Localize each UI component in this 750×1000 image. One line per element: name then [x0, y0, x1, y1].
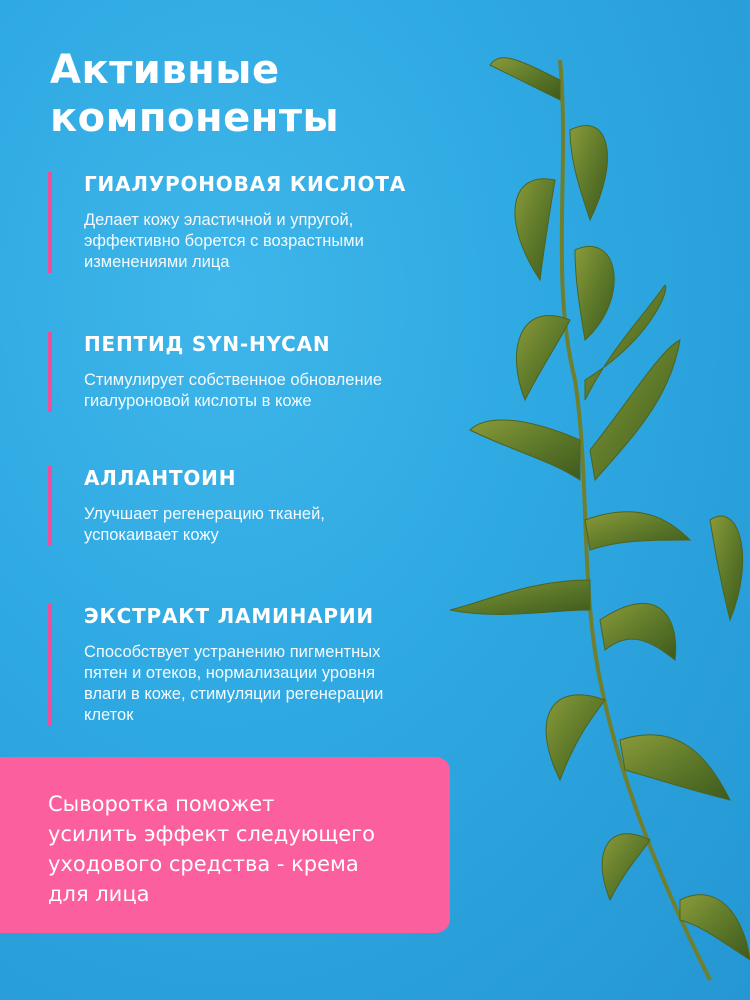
serum-note-banner	[0, 757, 450, 933]
page-title	[50, 46, 339, 142]
description-line: Стимулирует собственное обновление	[84, 371, 382, 389]
seaweed-image	[410, 20, 750, 1000]
component-name: ГИАЛУРОНОВАЯ КИСЛОТА	[84, 172, 406, 196]
description-line: пятен и отеков, нормализации уровня	[84, 664, 376, 682]
note-line: усилить эффект следующего	[48, 822, 376, 846]
description-line: Улучшает регенерацию тканей,	[84, 505, 325, 523]
component-description	[84, 370, 464, 412]
description-line: Делает кожу эластичной и упругой,	[84, 211, 354, 229]
description-line: успокаивает кожу	[84, 526, 219, 544]
description-line: клеток	[84, 706, 134, 724]
description-line: влаги в коже, стимуляции регенерации	[84, 685, 384, 703]
component-description	[84, 210, 464, 273]
component-description	[84, 642, 464, 726]
seaweed-leaves	[450, 58, 750, 960]
description-line: гиалуроновой кислоты в коже	[84, 392, 312, 410]
note-line: для лица	[48, 882, 150, 906]
component-description	[84, 504, 464, 546]
component-name: АЛЛАНТОИН	[84, 466, 237, 490]
component-name: ЭКСТРАКТ ЛАМИНАРИИ	[84, 604, 374, 628]
description-line: эффективно борется с возрастными	[84, 232, 364, 250]
component-name: ПЕПТИД SYN-HYCAN	[84, 332, 331, 356]
title-line-1: Активные	[50, 47, 280, 93]
title-line-2: компоненты	[50, 95, 340, 141]
description-line: Способствует устранению пигментных	[84, 643, 381, 661]
note-line: Сыворотка поможет	[48, 792, 275, 816]
note-text	[48, 789, 430, 909]
note-line: уходового средства - крема	[48, 852, 359, 876]
description-line: изменениями лица	[84, 253, 230, 271]
